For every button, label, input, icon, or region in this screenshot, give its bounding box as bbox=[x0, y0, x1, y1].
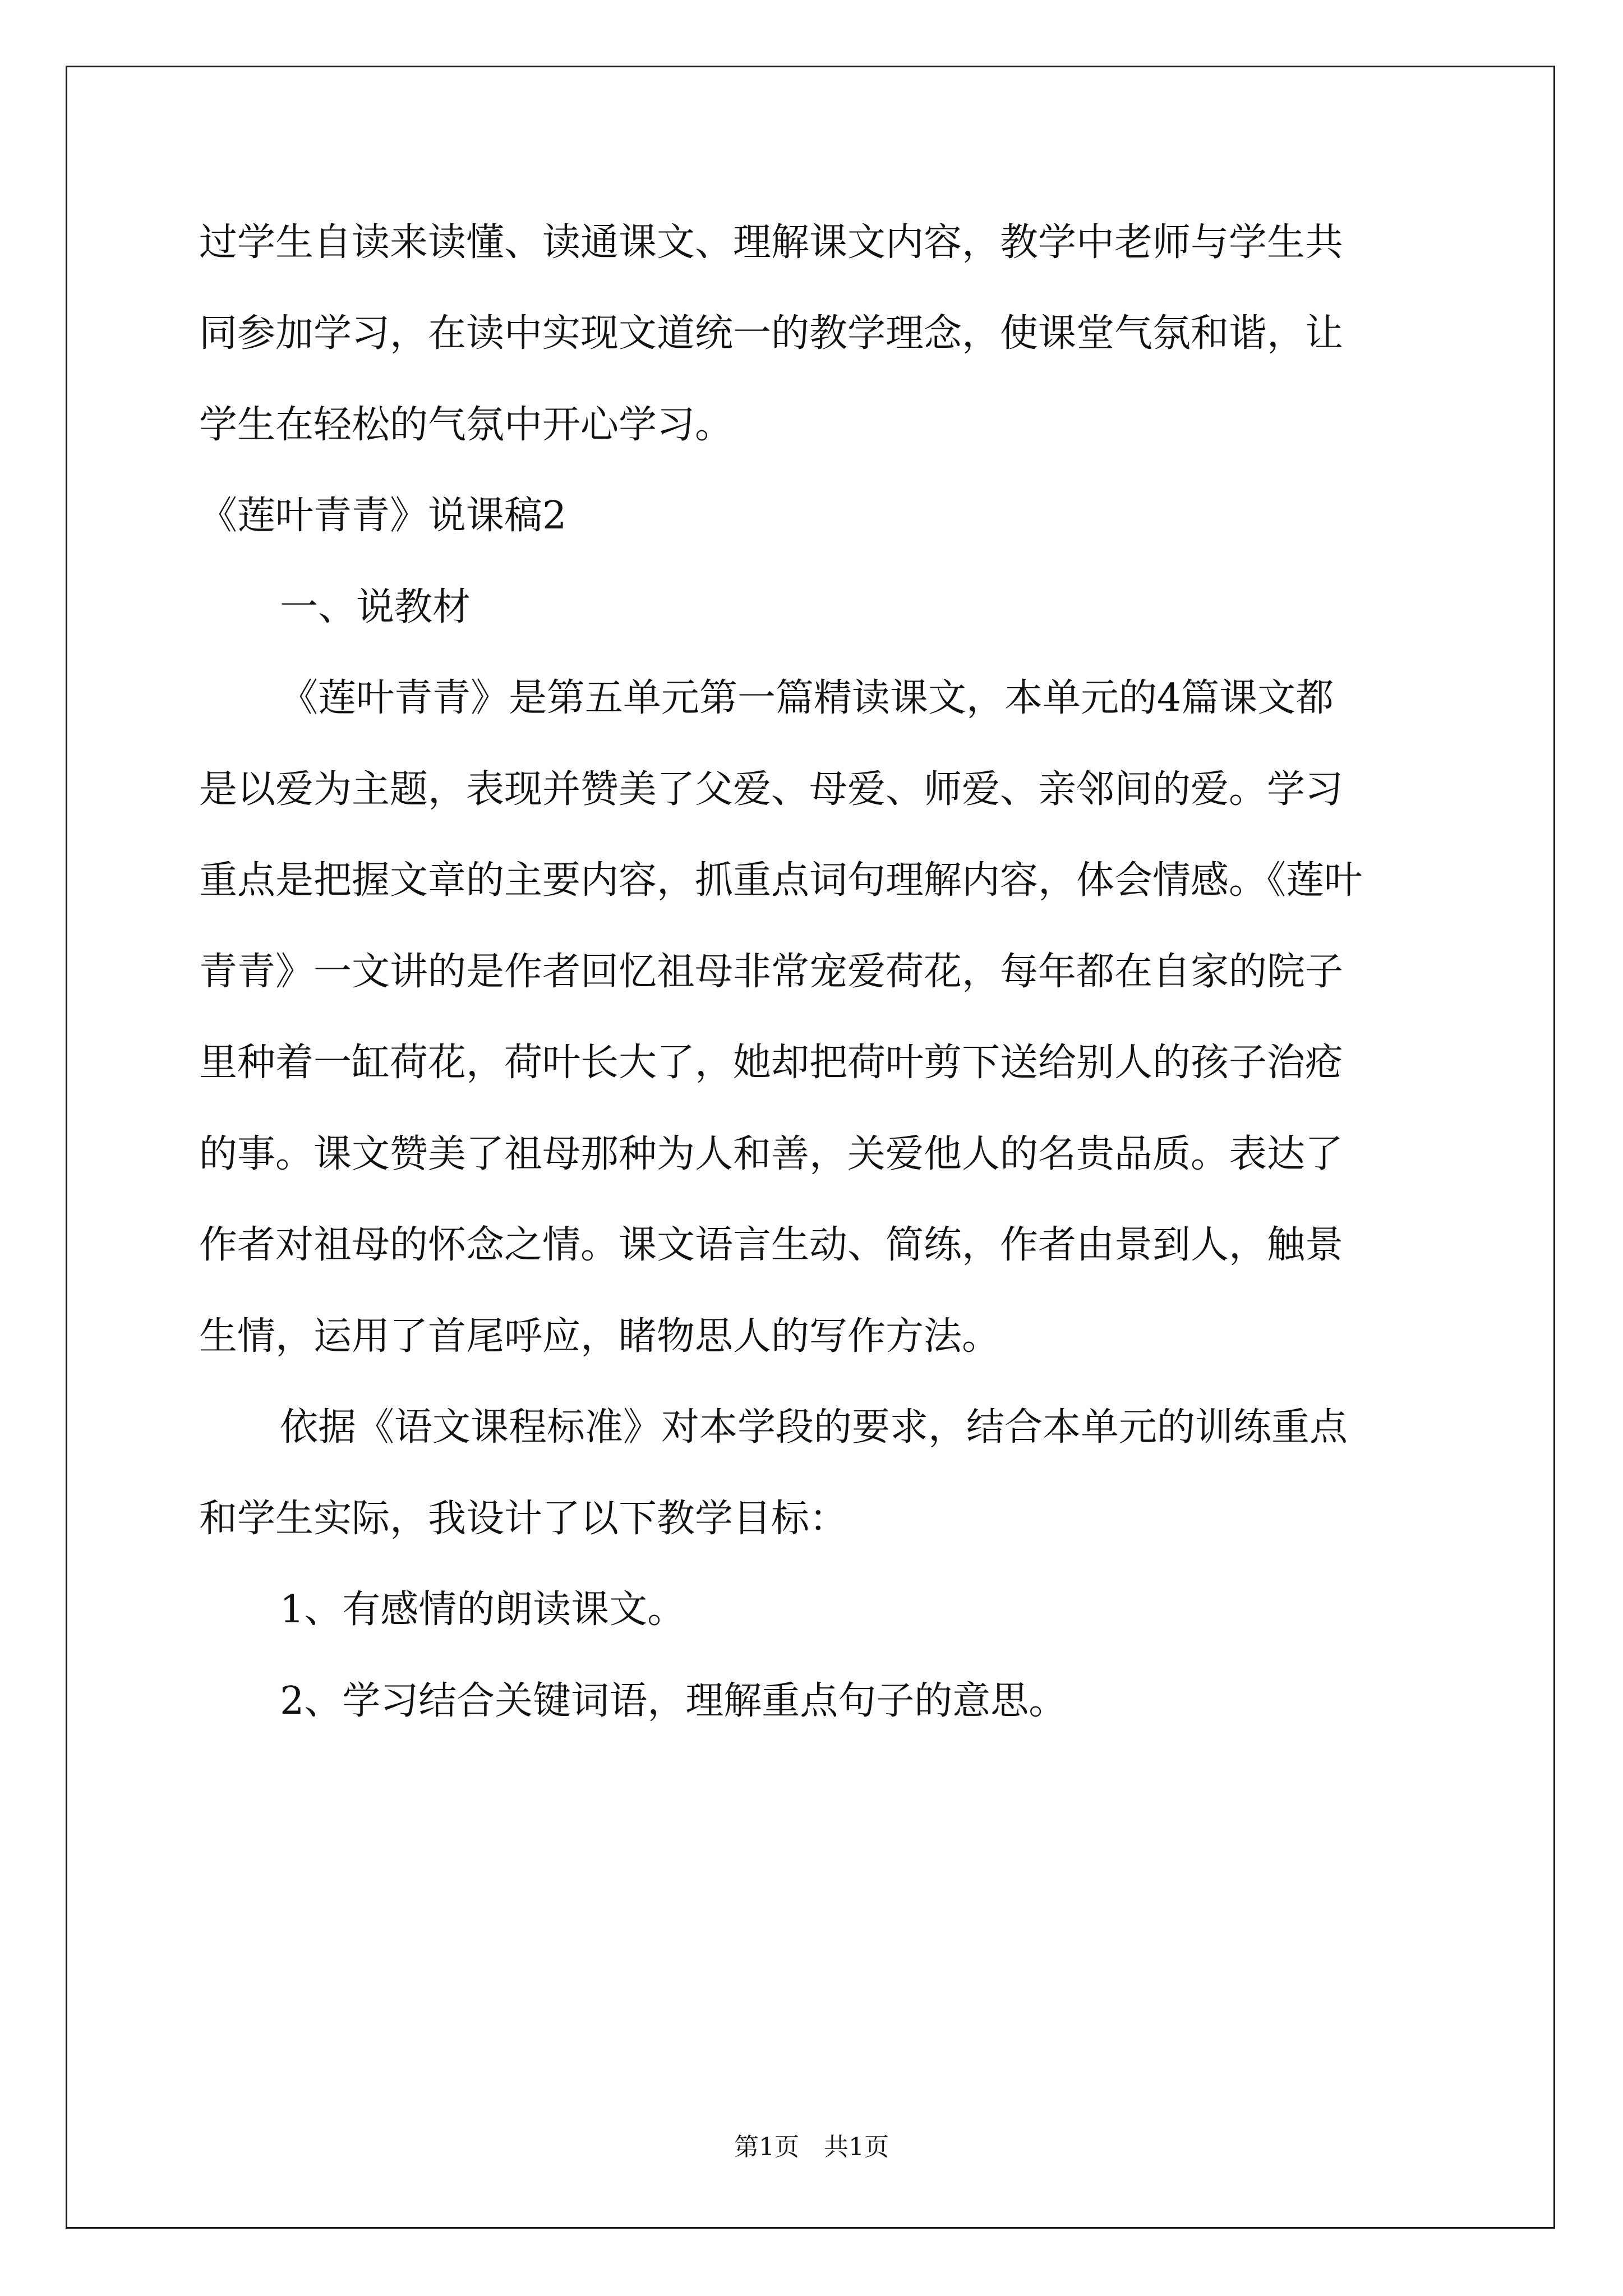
text-line: 《莲叶青青》是第五单元第一篇精读课文，本单元的4篇课文都 bbox=[280, 676, 1334, 720]
text-line: 和学生实际，我设计了以下教学目标： bbox=[199, 1497, 848, 1541]
text-line: 生情，运用了首尾呼应，睹物思人的写作方法。 bbox=[199, 1314, 1000, 1359]
page-footer: 第1页 共1页 bbox=[734, 2133, 889, 2161]
text-line: 学生在轻松的气氛中开心学习。 bbox=[199, 403, 734, 447]
text-line: 同参加学习，在读中实现文道统一的教学理念，使课堂气氛和谐，让 bbox=[199, 311, 1344, 356]
text-line: 重点是把握文章的主要内容，抓重点词句理解内容，体会情感。《莲叶 bbox=[199, 858, 1363, 903]
text-line: 是以爱为主题，表现并赞美了父爱、母爱、师爱、亲邻间的爱。学习 bbox=[199, 767, 1344, 812]
section-heading: 一、说教材 bbox=[280, 585, 471, 629]
text-line: 青青》一文讲的是作者回忆祖母非常宠爱荷花，每年都在自家的院子 bbox=[199, 950, 1344, 994]
list-item: 2、学习结合关键词语，理解重点句子的意思。 bbox=[280, 1679, 1067, 1723]
section-title: 《莲叶青青》说课稿2 bbox=[199, 494, 567, 538]
text-line: 过学生自读来读懂、读通课文、理解课文内容，教学中老师与学生共 bbox=[199, 220, 1344, 265]
text-line: 作者对祖母的怀念之情。课文语言生动、简练，作者由景到人，触景 bbox=[199, 1223, 1344, 1267]
list-item: 1、有感情的朗读课文。 bbox=[280, 1588, 686, 1632]
text-line: 依据《语文课程标准》对本学段的要求，结合本单元的训练重点 bbox=[280, 1405, 1348, 1450]
text-line: 的事。课文赞美了祖母那种为人和善，关爱他人的名贵品质。表达了 bbox=[199, 1132, 1344, 1176]
text-line: 里种着一缸荷花，荷叶长大了，她却把荷叶剪下送给别人的孩子治疮 bbox=[199, 1041, 1344, 1085]
